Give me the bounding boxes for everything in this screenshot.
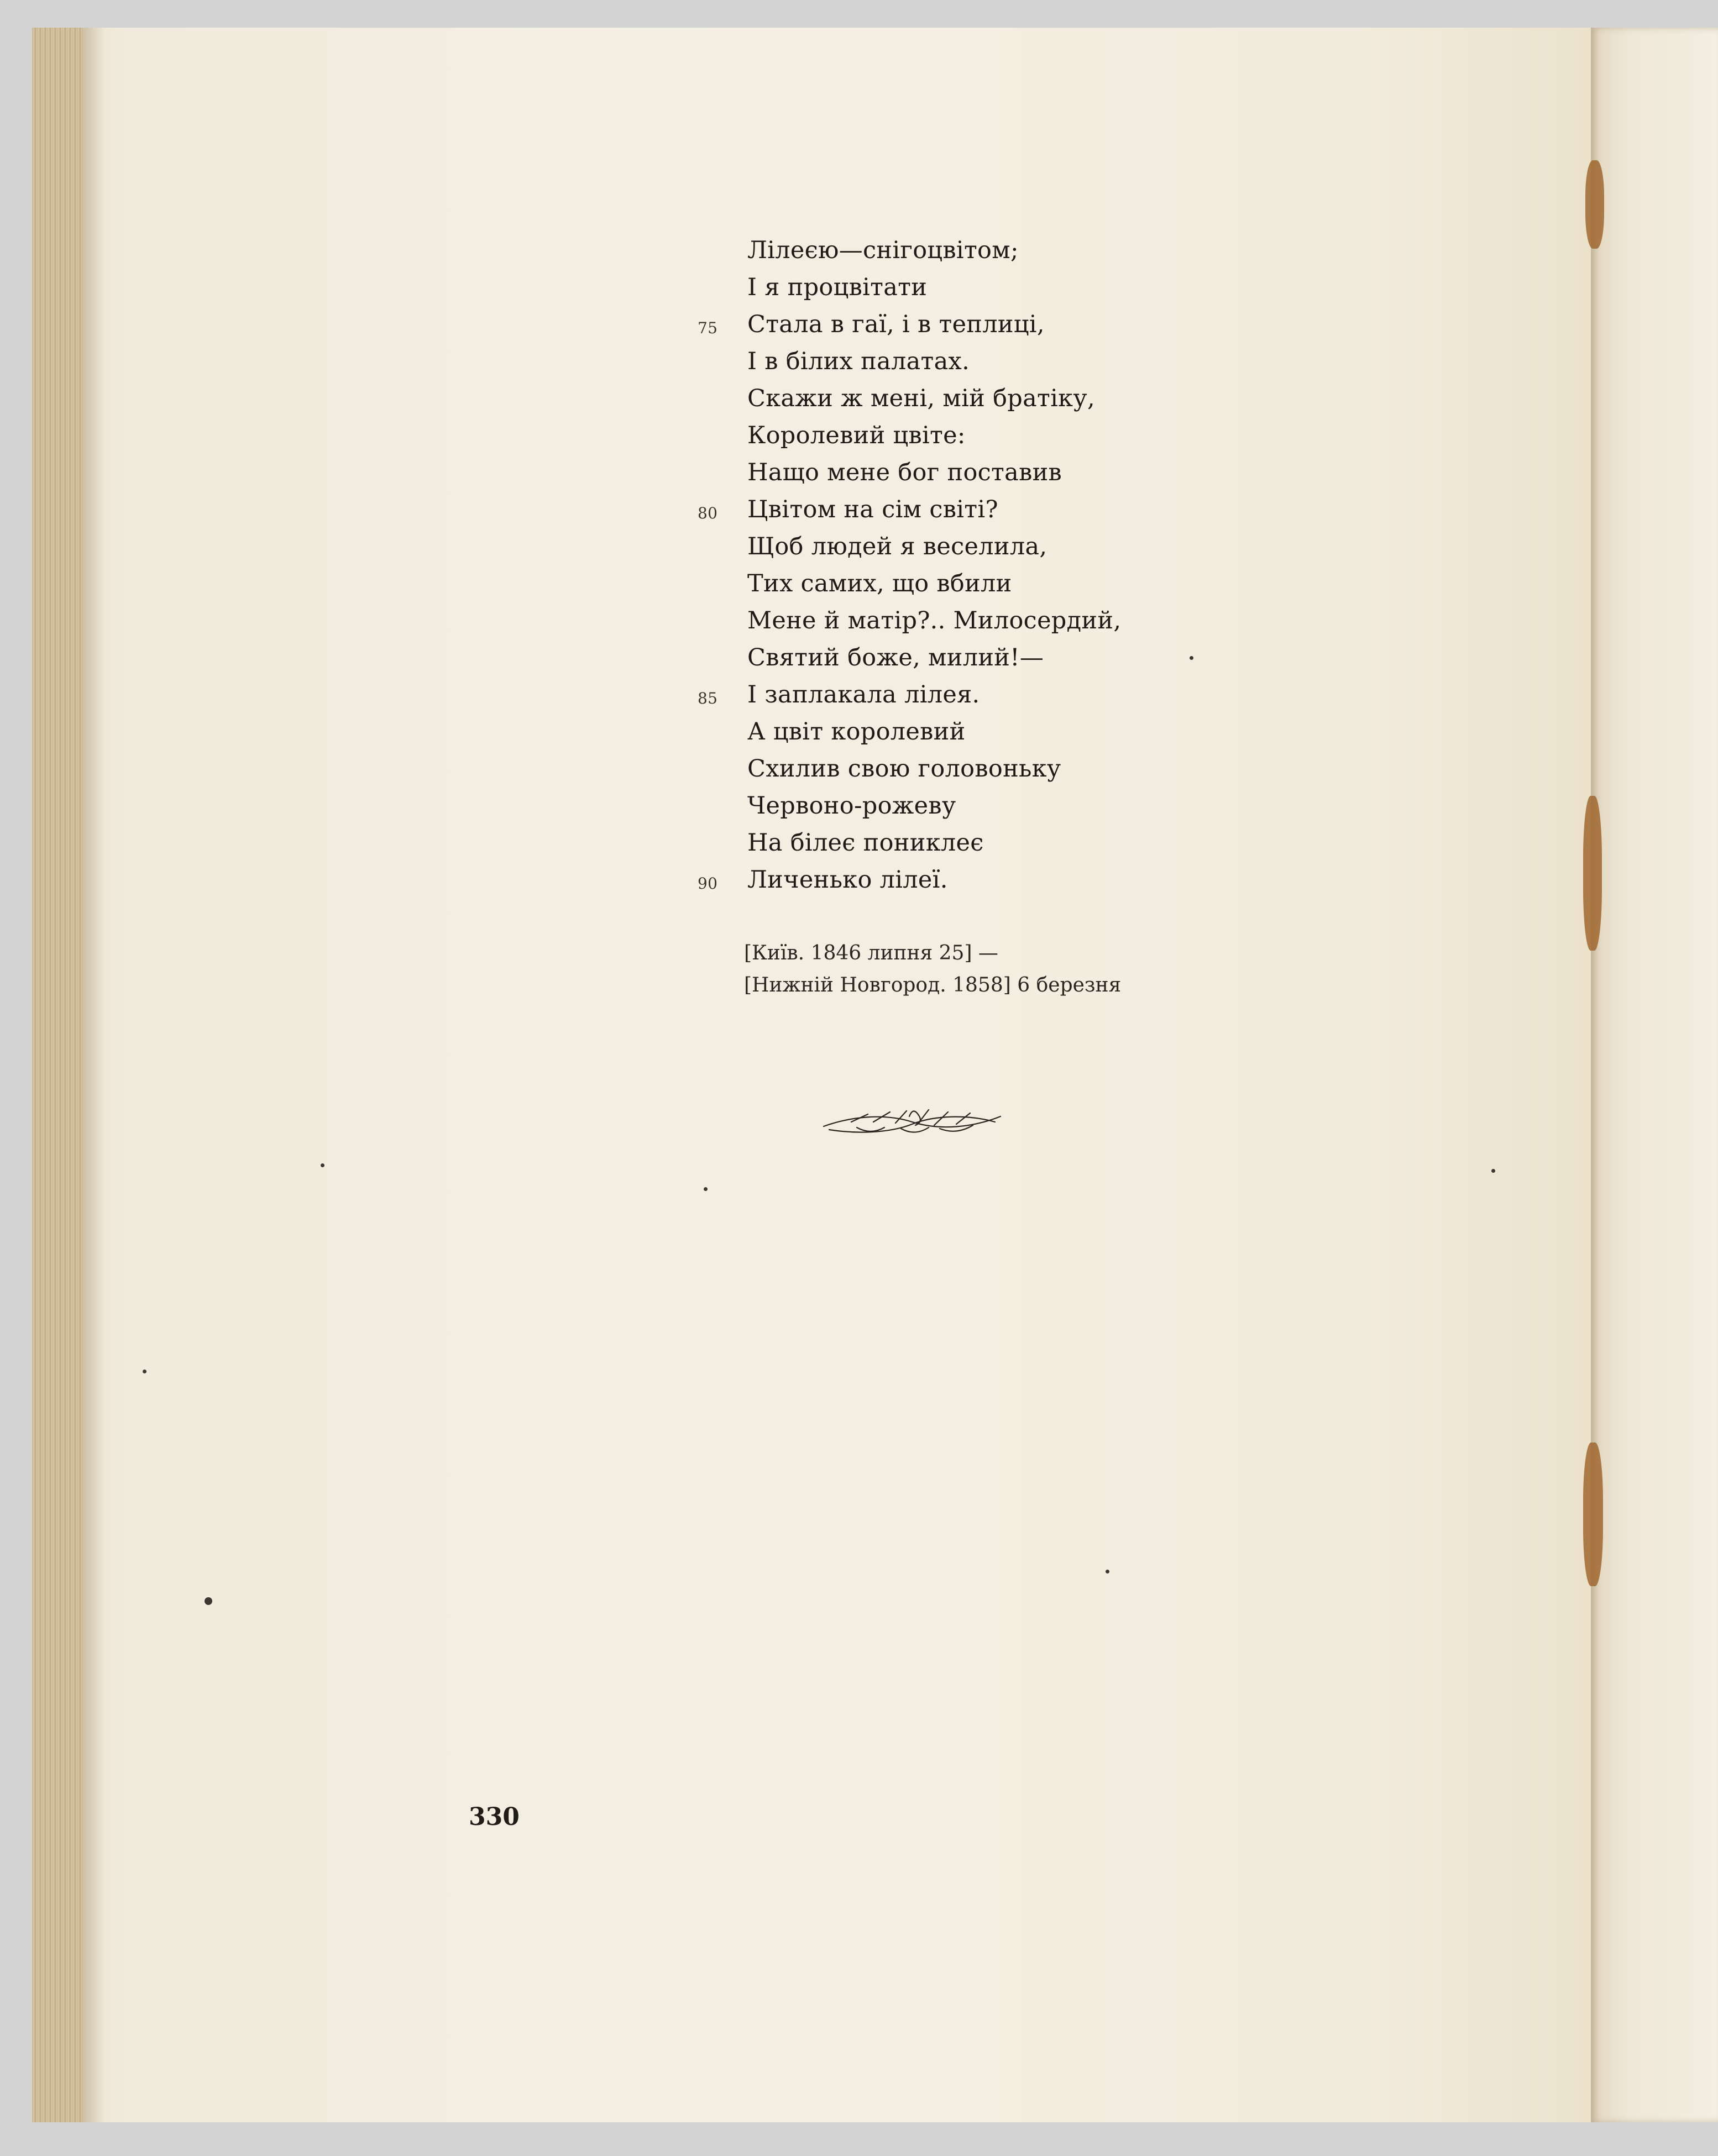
line-text: І я процвітати [747,274,928,301]
line-text: Тих самих, що вбили [747,570,1012,597]
poem-line [747,269,1121,306]
speck [205,1597,212,1605]
poem-line [747,454,1121,491]
stain [1583,1442,1603,1586]
line-text: Нащо мене бог поставив [747,459,1062,486]
line-number: 75 [698,319,718,337]
poem-line [747,639,1121,676]
line-text: Схилив свою головоньку [747,755,1061,783]
poem-line [747,380,1121,417]
stain [1585,160,1604,249]
stain [1583,796,1602,951]
poem-line [698,862,1121,899]
poem-text [698,232,1122,899]
dateline-place-1: [Київ. 1846 липня 25] — [744,942,998,964]
speck [1491,1169,1495,1173]
line-text: На білеє пониклеє [747,829,984,857]
line-text: Скажи ж мені, мій братіку, [747,385,1095,412]
line-text: Стала в гаї, і в теплиці, [747,311,1045,338]
line-text: Щоб людей я веселила, [747,533,1047,560]
page-number: 330 [469,1803,520,1831]
line-number: 85 [698,689,718,707]
line-number: 90 [698,874,718,893]
poem-line [747,788,1121,825]
adjacent-page-edge [1591,28,1718,2122]
poem-line [747,825,1121,862]
speck [143,1370,146,1373]
poem-line [747,602,1121,639]
line-text: Цвітом на сім світі? [747,496,998,523]
poem-line [698,306,1121,343]
poem-line [698,491,1121,528]
page-edge [32,28,83,2122]
line-text: Мене й матір?.. Милосердий, [747,607,1122,634]
dateline [744,937,1121,1001]
speck [1190,656,1193,660]
poem-line [747,232,1121,269]
speck [1106,1570,1109,1573]
poem-line [747,528,1121,565]
ornament-flourish-icon [818,1100,1006,1144]
poem-line [747,343,1121,380]
line-text: І заплакала лілея. [747,681,980,709]
poem-line [698,676,1121,714]
line-text: І в білих палатах. [747,348,970,375]
poem-line [747,751,1121,788]
line-text: Личенько лілеї. [747,866,948,894]
line-text: Святий боже, милий!— [747,644,1044,672]
dateline-place-2: [Нижній Новгород. 1858] 6 березня [744,974,1122,996]
poem-line [747,565,1121,602]
speck [704,1187,708,1191]
line-number: 80 [698,504,718,522]
line-text: Королевий цвіте: [747,422,966,449]
line-text: Червоно-рожеву [747,792,956,820]
speck [321,1163,324,1167]
line-text: А цвіт королевий [747,718,966,746]
line-text: Лілеєю—снігоцвітом; [747,237,1019,264]
gutter-shadow [83,28,105,2122]
poem-line [747,714,1121,751]
poem-line [747,417,1121,454]
